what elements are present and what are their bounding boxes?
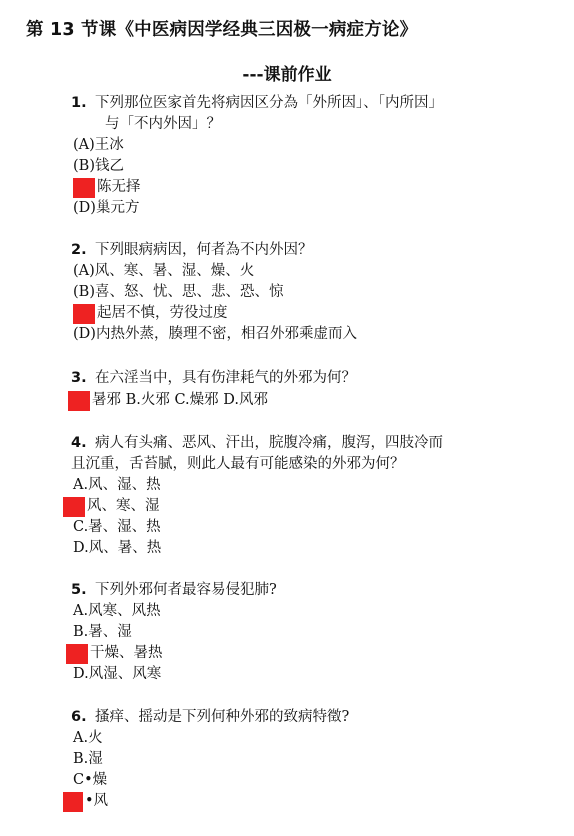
option-a[interactable]: A.风寒、风热: [73, 603, 161, 619]
option-c[interactable]: C.暑、湿、热: [73, 519, 161, 535]
option-b[interactable]: B.湿: [73, 751, 103, 767]
options-row[interactable]: 暑邪 B.火邪 C.燥邪 D.风邪: [68, 390, 531, 411]
question-4: [71, 433, 531, 559]
option-b[interactable]: 风、寒、湿: [63, 496, 531, 517]
page-subtitle: ---课前作业: [242, 65, 332, 85]
question-text: 下列那位医家首先将病因区分為「外所因」、「内所因」: [95, 95, 443, 111]
question-5: [71, 580, 531, 685]
question-text: 在六淫当中，具有伤津耗气的外邪为何？: [95, 370, 356, 386]
answer-redaction-mark: [63, 792, 83, 812]
question-1: [71, 93, 531, 219]
answer-redaction-mark: [73, 178, 95, 198]
option-a[interactable]: (A)王冰: [73, 137, 124, 153]
answer-redaction-mark: [73, 304, 95, 324]
question-6: [71, 707, 531, 812]
answer-redaction-mark: [63, 497, 85, 517]
question-number: 3.: [71, 370, 87, 386]
option-a[interactable]: A.风、湿、热: [73, 477, 161, 493]
option-b[interactable]: (B)钱乙: [73, 158, 124, 174]
question-number: 6.: [71, 709, 87, 725]
question-text-continued: 且沉重，舌苔腻，则此人最有可能感染的外邪为何？: [71, 456, 405, 472]
option-c[interactable]: 陈无择: [73, 177, 531, 198]
question-text: 病人有头痛、恶风、汗出，脘腹冷痛，腹泻，四肢冷而: [95, 435, 443, 451]
question-text: 下列外邪何者最容易侵犯肺?: [95, 582, 277, 598]
option-c[interactable]: 干燥、暑热: [66, 643, 531, 664]
option-d[interactable]: •风: [63, 791, 531, 812]
option-a[interactable]: (A)风、寒、暑、湿、燥、火: [73, 263, 255, 279]
option-d[interactable]: (D)内热外蒸，腠理不密，相召外邪乘虚而入: [73, 326, 357, 342]
option-d[interactable]: D.风湿、风寒: [73, 666, 162, 682]
question-text: 搔痒、摇动是下列何种外邪的致病特徵?: [95, 709, 350, 725]
question-3: [71, 368, 531, 411]
question-number: 5.: [71, 582, 87, 598]
question-number: 2.: [71, 242, 87, 258]
answer-redaction-mark: [68, 391, 90, 411]
option-c[interactable]: C•燥: [73, 772, 108, 788]
question-2: [71, 240, 531, 345]
option-a[interactable]: A.火: [73, 730, 103, 746]
option-d[interactable]: D.风、暑、热: [73, 540, 162, 556]
option-b[interactable]: (B)喜、怒、忧、思、悲、恐、惊: [73, 284, 284, 300]
option-b[interactable]: B.暑、湿: [73, 624, 132, 640]
option-d[interactable]: (D)巢元方: [73, 200, 140, 216]
question-number: 1.: [71, 95, 87, 111]
question-number: 4.: [71, 435, 87, 451]
answer-redaction-mark: [66, 644, 88, 664]
option-c[interactable]: 起居不慎，劳役过度: [73, 303, 531, 324]
question-text: 下列眼病病因，何者為不内外因？: [95, 242, 313, 258]
page-title: 第 13 节课《中医病因学经典三因极一病症方论》: [26, 20, 418, 40]
question-text-continued: 与「不内外因」？: [105, 116, 221, 132]
